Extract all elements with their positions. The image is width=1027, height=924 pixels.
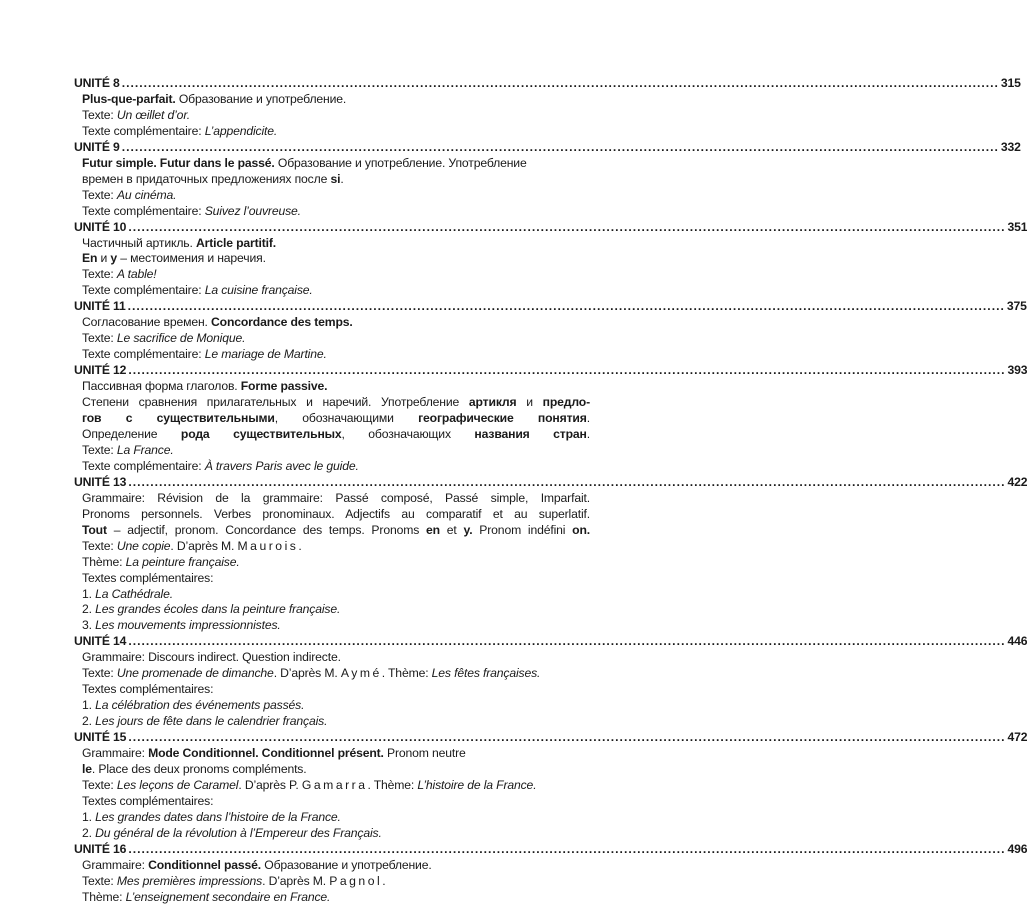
unit-heading[interactable] — [74, 841, 1027, 858]
page-number: 472 — [1007, 730, 1027, 745]
toc-line — [82, 890, 590, 906]
leader-dots: ........................................................................................................................................................................................................ — [128, 474, 1006, 489]
toc-unit — [74, 841, 1027, 906]
text: 2. — [82, 714, 96, 729]
bold-text: географические понятия — [418, 411, 587, 426]
toc-line — [82, 411, 590, 427]
unit-heading[interactable] — [74, 730, 1027, 746]
text: . — [382, 873, 386, 888]
author-name: Aymé — [340, 666, 382, 681]
toc-line — [82, 810, 590, 826]
unit-heading[interactable] — [74, 299, 1027, 315]
text: Texte complémentaire: — [82, 347, 205, 362]
text: . D’après M. — [170, 538, 238, 553]
toc-line — [82, 331, 590, 347]
toc-line — [82, 602, 590, 618]
text: 1. — [82, 698, 96, 713]
text: . — [586, 411, 590, 426]
bold-text: названия стран — [474, 426, 587, 441]
unit-title: UNITÉ 13 — [74, 474, 127, 489]
italic-title: Au cinéma. — [116, 187, 177, 202]
toc-line — [82, 698, 590, 714]
toc-line — [82, 459, 590, 475]
toc-line — [82, 379, 590, 395]
bold-text: гов с существительными — [82, 411, 275, 426]
toc-line — [82, 172, 590, 188]
toc-line — [82, 666, 590, 682]
text: Texte: — [82, 873, 117, 888]
text: . Place des deux pronoms compléments. — [91, 761, 307, 776]
author-name: Maurois — [237, 538, 299, 553]
text: и — [516, 395, 543, 410]
toc-line — [82, 283, 590, 299]
leader-dots: ........................................................................................................................................................................................................ — [128, 219, 1006, 234]
unit-title: UNITÉ 12 — [74, 363, 127, 378]
bold-text: Plus-que-parfait. — [82, 91, 176, 106]
text: Определение — [82, 426, 181, 441]
italic-title: Les grandes dates dans l’histoire de la France. — [95, 809, 341, 824]
italic-title: La Cathédrale. — [95, 586, 173, 601]
italic-title: Du général de la révolution à l’Empereur des Français. — [95, 825, 382, 840]
text: Образование и употребление. Употребление — [274, 155, 527, 170]
unit-title: UNITÉ 14 — [74, 634, 127, 649]
leader-dots: ........................................................................................................................................................................................................ — [128, 634, 1006, 649]
toc-line — [82, 714, 590, 730]
author-name: Gamarra — [301, 777, 368, 792]
toc-unit — [74, 634, 1027, 730]
text: Textes complémentaires: — [82, 570, 214, 585]
italic-title: À travers Paris avec le guide. — [204, 458, 359, 473]
unit-title: UNITÉ 11 — [74, 299, 126, 314]
toc-line — [82, 682, 590, 698]
text: Степени сравнения прилагательных и наречий. Употребление — [82, 395, 469, 410]
text: Texte: — [82, 331, 117, 346]
text: . — [298, 538, 302, 553]
page-number: 393 — [1007, 363, 1027, 378]
toc-unit — [74, 474, 1027, 635]
text: 1. — [82, 586, 96, 601]
text: Texte: — [82, 538, 117, 553]
toc-line — [82, 794, 590, 810]
page-number: 375 — [1006, 299, 1027, 314]
italic-title: Mes premières impressions — [116, 873, 263, 888]
text: Texte: — [82, 666, 117, 681]
text: . Thème: — [367, 777, 418, 792]
text: . D’après M. — [262, 873, 330, 888]
italic-title: Suivez l’ouvreuse. — [204, 203, 301, 218]
unit-title: UNITÉ 10 — [74, 219, 127, 234]
toc-line — [82, 874, 590, 890]
unit-heading[interactable] — [74, 139, 1021, 156]
unit-heading[interactable] — [74, 634, 1027, 650]
text: Texte complémentaire: — [82, 283, 205, 298]
bold-text: en — [426, 522, 440, 537]
bold-text: Conditionnel passé. — [148, 857, 262, 872]
page-number: 332 — [1000, 139, 1021, 154]
text: . D’après P. — [238, 777, 302, 792]
toc-line — [82, 427, 590, 443]
toc-line — [82, 395, 590, 411]
toc-line — [82, 251, 590, 267]
toc-unit — [74, 730, 1027, 842]
toc-line — [82, 124, 590, 140]
toc-line — [82, 858, 590, 874]
toc-line — [82, 778, 590, 794]
italic-title: L’enseignement secondaire en France. — [125, 889, 331, 904]
toc-line — [82, 315, 590, 331]
italic-title: Une copie — [116, 538, 171, 553]
italic-title: L’appendicite. — [204, 123, 278, 138]
text: 2. — [82, 825, 96, 840]
page-number: 422 — [1007, 474, 1027, 489]
text: , обозначающих — [341, 426, 475, 441]
leader-dots: ........................................................................................................................................................................................................ — [128, 363, 1006, 378]
italic-title: La célébration des événements passés. — [95, 698, 305, 713]
text: , обозначающими — [274, 411, 419, 426]
italic-title: Le sacrifice de Monique. — [116, 331, 246, 346]
text: . — [340, 171, 344, 186]
bold-text: Futur simple. Futur dans le passé. — [82, 155, 275, 170]
text: Texte complémentaire: — [82, 458, 205, 473]
text: Texte: — [82, 777, 117, 792]
unit-heading[interactable] — [74, 474, 1027, 491]
leader-dots: ........................................................................................................................................................................................................ — [128, 730, 1006, 745]
toc-unit — [74, 299, 1027, 363]
bold-text: Mode Conditionnel. Conditionnel présent. — [148, 746, 384, 761]
text: Pronom indéfini — [472, 522, 573, 537]
toc-line — [82, 188, 590, 204]
text: et — [439, 522, 464, 537]
leader-dots: ........................................................................................................................................................................................................ — [121, 139, 999, 154]
toc-line — [82, 108, 590, 124]
leader-dots: ........................................................................................................................................................................................................ — [127, 299, 1005, 314]
bold-text: предло- — [542, 395, 590, 410]
text: . Thème: — [381, 666, 432, 681]
text: Образование и употребление. — [175, 91, 347, 106]
text: Grammaire: — [82, 746, 149, 761]
text: 1. — [82, 809, 96, 824]
text: . — [586, 426, 590, 441]
text: Thème: — [82, 554, 126, 569]
page-number: 351 — [1007, 219, 1027, 234]
text: Pronom neutre — [383, 746, 466, 761]
toc-line — [82, 618, 590, 634]
text: 3. — [82, 618, 96, 633]
italic-title: La France. — [116, 442, 174, 457]
text: Grammaire: Discours indirect. Question indirecte. — [82, 650, 341, 665]
unit-title: UNITÉ 16 — [74, 841, 127, 856]
italic-title: Le mariage de Martine. — [204, 347, 327, 362]
bold-text: on. — [572, 522, 590, 537]
page-number: 446 — [1007, 634, 1027, 649]
text: Образование и употребление. — [261, 857, 432, 872]
text: Texte: — [82, 442, 117, 457]
text: Pronoms personnels. Verbes pronominaux. Adjectifs au comparatif et au superlatif. — [82, 506, 590, 521]
text: Grammaire: Révision de la grammaire: Passé composé, Passé simple, Imparfait. — [82, 490, 590, 505]
toc-line — [82, 156, 590, 172]
toc-line — [82, 746, 590, 762]
toc-line — [82, 443, 590, 459]
text: Textes complémentaires: — [82, 793, 214, 808]
bold-text: Forme passive. — [240, 379, 328, 394]
leader-dots: ........................................................................................................................................................................................................ — [121, 76, 999, 90]
toc-line — [82, 491, 590, 507]
table-of-contents — [74, 76, 1027, 906]
text: Texte: — [82, 187, 117, 202]
unit-title: UNITÉ 9 — [74, 139, 120, 154]
bold-text: y — [110, 251, 118, 266]
toc-line — [82, 347, 590, 363]
text: и — [97, 251, 111, 266]
bold-text: Tout — [82, 522, 107, 537]
toc-line — [82, 92, 590, 108]
toc-line — [82, 204, 590, 220]
toc-line — [82, 571, 590, 587]
text: – местоимения и наречия. — [117, 251, 266, 266]
italic-title: Les fêtes françaises. — [431, 666, 541, 681]
toc-line — [82, 507, 590, 523]
page-number: 496 — [1007, 841, 1027, 856]
toc-line — [82, 826, 590, 842]
text: Texte complémentaire: — [82, 203, 205, 218]
text: Частичный артикль. — [82, 235, 196, 250]
toc-unit — [74, 76, 1021, 140]
italic-title: Un œillet d’or. — [116, 107, 191, 122]
bold-text: le — [82, 761, 92, 776]
italic-title: A table! — [116, 267, 157, 282]
toc-unit — [74, 219, 1027, 300]
italic-title: Les jours de fête dans le calendrier français. — [95, 714, 328, 729]
toc-unit — [74, 363, 1027, 475]
italic-title: Les leçons de Caramel — [116, 777, 239, 792]
text: Texte: — [82, 107, 117, 122]
author-name: Pagnol — [329, 873, 383, 888]
bold-text: y. — [463, 522, 473, 537]
toc-unit — [74, 139, 1021, 220]
unit-title: UNITÉ 8 — [74, 76, 120, 90]
leader-dots: ........................................................................................................................................................................................................ — [128, 841, 1006, 856]
text: . D’après M. — [273, 666, 341, 681]
toc-line — [82, 539, 590, 555]
bold-text: si — [330, 171, 341, 186]
unit-heading[interactable] — [74, 363, 1027, 379]
toc-line — [82, 650, 590, 666]
toc-line — [82, 523, 590, 539]
toc-line — [82, 587, 590, 603]
italic-title: La peinture française. — [125, 554, 240, 569]
bold-text: артикля — [468, 395, 517, 410]
bold-text: рода существительных — [180, 426, 342, 441]
text: Texte complémentaire: — [82, 123, 205, 138]
bold-text: Article partitif. — [195, 235, 277, 250]
toc-line — [82, 267, 590, 283]
toc-line — [82, 236, 590, 252]
bold-text: En — [82, 251, 98, 266]
italic-title: Les mouvements impressionnistes. — [95, 618, 281, 633]
text: – adjectif, pronom. Concordance des temps. Pronoms — [106, 522, 426, 537]
text: 2. — [82, 602, 96, 617]
text: времен в придаточных предложениях после — [82, 171, 331, 186]
italic-title: Les grandes écoles dans la peinture française. — [95, 602, 341, 617]
unit-heading[interactable] — [74, 219, 1027, 236]
toc-line — [82, 762, 590, 778]
text: Пассивная форма глаголов. — [82, 379, 241, 394]
page-number: 315 — [1000, 76, 1021, 90]
italic-title: Une promenade de dimanche — [116, 666, 274, 681]
unit-heading[interactable] — [74, 76, 1021, 92]
text: Согласование времен. — [82, 315, 212, 330]
text: Textes complémentaires: — [82, 682, 214, 697]
unit-title: UNITÉ 15 — [74, 730, 127, 745]
bold-text: Concordance des temps. — [211, 315, 353, 330]
toc-line — [82, 555, 590, 571]
text: Grammaire: — [82, 857, 149, 872]
text: Texte: — [82, 267, 117, 282]
italic-title: La cuisine française. — [204, 283, 313, 298]
italic-title: L’histoire de la France. — [417, 777, 537, 792]
text: Thème: — [82, 889, 126, 904]
